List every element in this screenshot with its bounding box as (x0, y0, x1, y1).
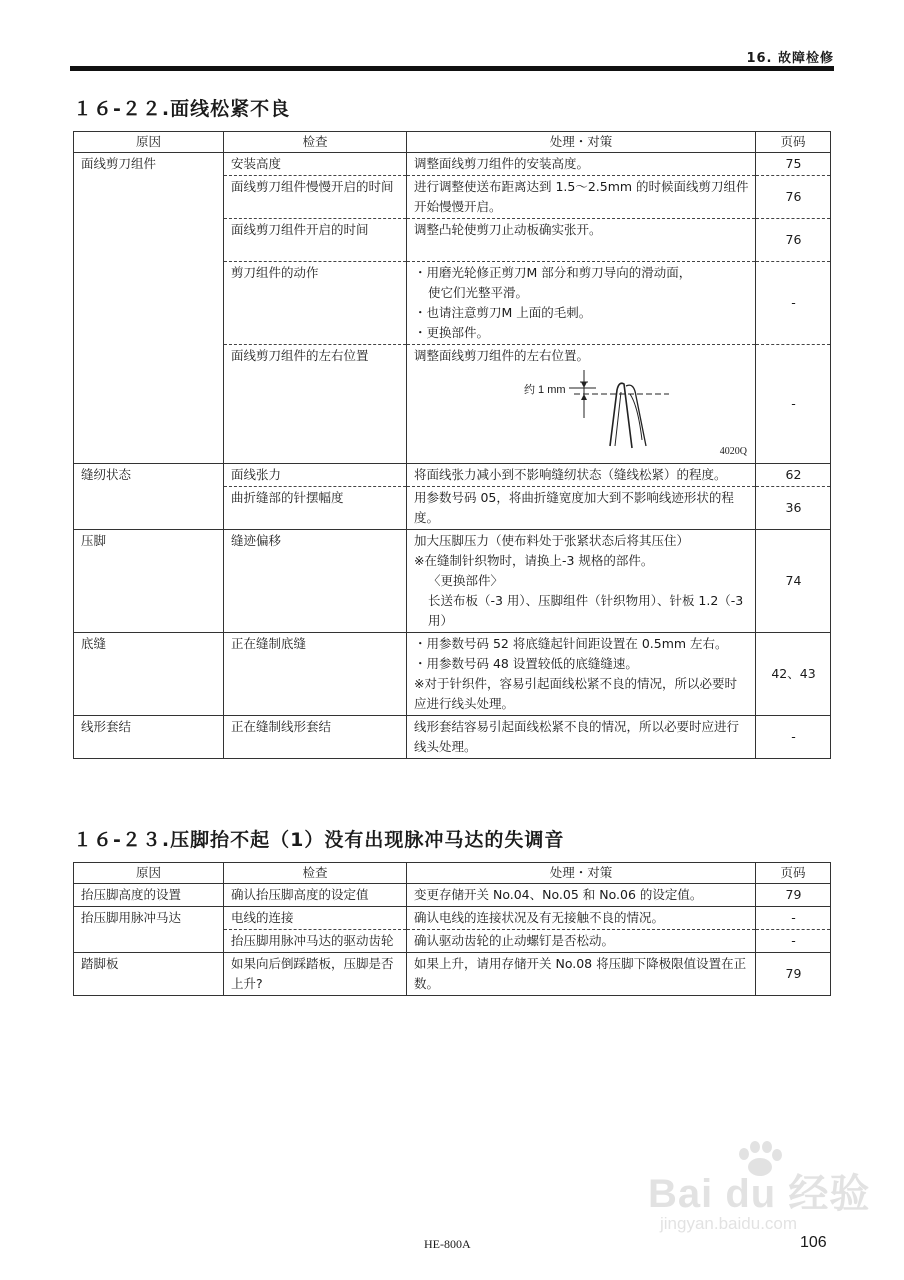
baidu-watermark (640, 1140, 880, 1240)
action-cell: 用参数号码 05，将曲折缝宽度加大到不影响线迹形状的程度。 (407, 487, 756, 530)
chapter-header: 16. 故障检修 (746, 51, 834, 66)
page-cell: - (756, 345, 831, 464)
table-row (74, 953, 831, 996)
check-cell: 确认抬压脚高度的设定值 (224, 884, 407, 907)
table-row (74, 633, 831, 716)
action-line: 调整面线剪刀组件的左右位置。 (414, 348, 590, 363)
page-cell: 76 (756, 219, 831, 262)
col-header-action: 处理・对策 (407, 863, 756, 884)
page-cell: 79 (756, 884, 831, 907)
action-cell: 将面线张力减小到不影响缝纫状态（缝线松紧）的程度。 (407, 464, 756, 487)
action-line: ・用磨光轮修正剪刀M 部分和剪刀导向的滑动面， (414, 265, 692, 280)
dimension-label: 约 1 mm (524, 384, 566, 396)
table-row (74, 884, 831, 907)
table-header-row (74, 132, 831, 153)
action-line: ・也请注意剪刀M 上面的毛刺。 (414, 305, 592, 320)
col-header-page: 页码 (756, 863, 831, 884)
action-cell: 调整凸轮使剪刀止动板确实张开。 (407, 219, 756, 262)
check-cell: 正在缝制底缝 (224, 633, 407, 716)
action-line: 〈更换部件〉 (428, 573, 504, 588)
action-cell (407, 530, 756, 633)
table-row (74, 530, 831, 633)
action-cell (407, 262, 756, 345)
cause-cell: 踏脚板 (74, 953, 224, 996)
cause-cell: 缝纫状态 (74, 464, 224, 530)
check-cell: 面线剪刀组件慢慢开启的时间 (224, 176, 407, 219)
action-cell: 调整面线剪刀组件的安装高度。 (407, 153, 756, 176)
col-header-cause: 原因 (74, 132, 224, 153)
check-cell: 正在缝制线形套结 (224, 716, 407, 759)
page-cell: 74 (756, 530, 831, 633)
watermark-brand: Bai du 经验 (648, 1172, 871, 1216)
check-cell: 电线的连接 (224, 907, 407, 930)
check-cell: 缝迹偏移 (224, 530, 407, 633)
section-title-16-23: １６-２３.压脚抬不起（1）没有出现脉冲马达的失调音 (73, 829, 565, 851)
action-line: 加大压脚压力（使布料处于张紧状态后将其压住） (414, 533, 690, 548)
watermark-url: jingyan.baidu.com (660, 1214, 798, 1233)
action-cell: 进行调整使送布距离达到 1.5～2.5mm 的时候面线剪刀组件开始慢慢开启。 (407, 176, 756, 219)
table-header-row (74, 863, 831, 884)
cause-cell: 抬压脚高度的设置 (74, 884, 224, 907)
cause-cell: 抬压脚用脉冲马达 (74, 907, 224, 953)
header-rule (70, 66, 834, 71)
figure-code: 4020Q (719, 446, 747, 457)
action-line: 长送布板（-3 用）、压脚组件（针织物用）、针板 1.2（-3 用） (428, 593, 744, 628)
page-cell: 62 (756, 464, 831, 487)
col-header-check: 检查 (224, 863, 407, 884)
cause-cell: 底缝 (74, 633, 224, 716)
action-line: ・用参数号码 52 将底缝起针间距设置在 0.5mm 左右。 (414, 636, 728, 651)
action-cell: 如果上升，请用存储开关 No.08 将压脚下降极限值设置在正数。 (407, 953, 756, 996)
action-cell: 确认驱动齿轮的止动螺钉是否松动。 (407, 930, 756, 953)
table-row (74, 464, 831, 487)
col-header-check: 检查 (224, 132, 407, 153)
page-cell: 36 (756, 487, 831, 530)
check-cell: 曲折缝部的针摆幅度 (224, 487, 407, 530)
check-cell: 剪刀组件的动作 (224, 262, 407, 345)
col-header-action: 处理・对策 (407, 132, 756, 153)
page-cell: - (756, 262, 831, 345)
action-line: 使它们光整平滑。 (428, 285, 529, 300)
action-cell: 变更存储开关 No.04、No.05 和 No.06 的设定值。 (407, 884, 756, 907)
page-cell: 75 (756, 153, 831, 176)
page-number: 106 (800, 1234, 827, 1251)
table-row (74, 153, 831, 176)
table-16-23 (73, 862, 831, 996)
table-row (74, 716, 831, 759)
action-line: ※对于针织件，容易引起面线松紧不良的情况，所以必要时应进行线头处理。 (414, 676, 737, 711)
scissors-figure (414, 366, 749, 462)
scissors-diagram (414, 366, 749, 462)
check-cell: 面线张力 (224, 464, 407, 487)
cause-cell: 压脚 (74, 530, 224, 633)
action-cell (407, 345, 756, 464)
check-cell: 抬压脚用脉冲马达的驱动齿轮 (224, 930, 407, 953)
cause-cell: 面线剪刀组件 (74, 153, 224, 464)
action-cell (407, 633, 756, 716)
table-row (74, 907, 831, 930)
check-cell: 如果向后倒踩踏板，压脚是否上升? (224, 953, 407, 996)
check-cell: 安装高度 (224, 153, 407, 176)
page-cell: - (756, 907, 831, 930)
action-cell: 确认电线的连接状况及有无接触不良的情况。 (407, 907, 756, 930)
action-line: ※在缝制针织物时，请换上-3 规格的部件。 (414, 553, 654, 568)
footer-model: HE-800A (424, 1237, 471, 1251)
page-cell: 42、43 (756, 633, 831, 716)
check-cell: 面线剪刀组件开启的时间 (224, 219, 407, 262)
col-header-page: 页码 (756, 132, 831, 153)
page-cell: 76 (756, 176, 831, 219)
action-line: ・用参数号码 48 设置较低的底缝缝速。 (414, 656, 638, 671)
col-header-cause: 原因 (74, 863, 224, 884)
table-16-22 (73, 131, 831, 759)
action-line: ・更换部件。 (414, 325, 490, 340)
check-cell: 面线剪刀组件的左右位置 (224, 345, 407, 464)
section-title-16-22: １６-２２.面线松紧不良 (73, 98, 291, 120)
page-cell: - (756, 930, 831, 953)
action-cell: 线形套结容易引起面线松紧不良的情况，所以必要时应进行线头处理。 (407, 716, 756, 759)
cause-cell: 线形套结 (74, 716, 224, 759)
page-cell: - (756, 716, 831, 759)
page-cell: 79 (756, 953, 831, 996)
